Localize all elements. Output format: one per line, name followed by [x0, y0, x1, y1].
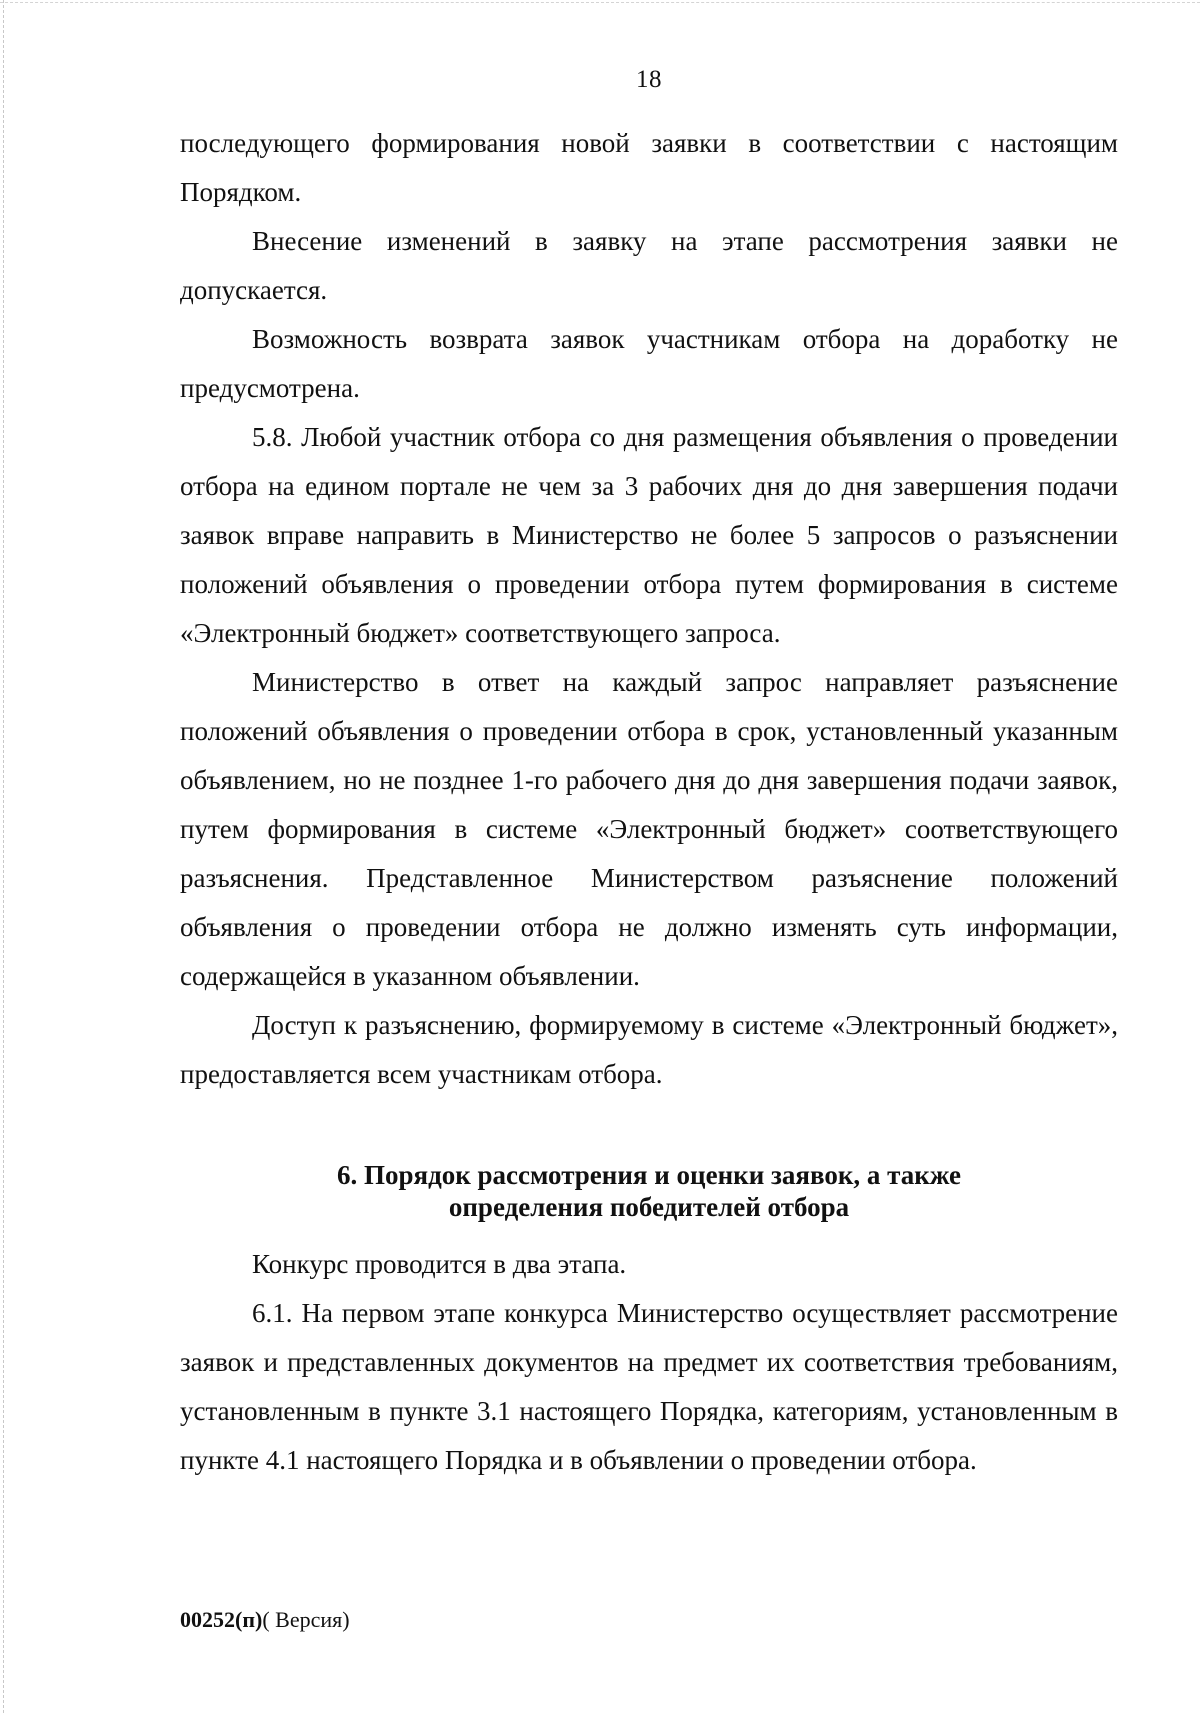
section-6-heading-line2: определения победителей отбора: [448, 1192, 850, 1222]
paragraph-no-changes: Внесение изменений в заявку на этапе рассмотрения заявки не допускается.: [180, 226, 1118, 305]
paragraph-two-stages: Конкурс проводится в два этапа.: [252, 1249, 627, 1279]
scan-left-edge: [3, 0, 4, 1713]
document-body: [180, 119, 1118, 1485]
paragraph-5-8: 5.8. Любой участник отбора со дня размещения объявления о проведении отбора на едином портале не чем за 3 рабочих дня до дня завершения подачи заявок вправе направить в Министерство не более 5 запросов о разъяснении положений объявления о проведении отбора путем формирования в системе «Электронный бюджет» соответствующего запроса.: [180, 422, 1118, 648]
document-code: [180, 1607, 350, 1633]
paragraph-6-1: 6.1. На первом этапе конкурса Министерство осуществляет рассмотрение заявок и представленных документов на предмет их соответствия требованиям, установленным в пункте 3.1 настоящего Порядка, категориям, установленным в пункте 4.1 настоящего Порядка и в объявлении о проведении отбора.: [180, 1298, 1118, 1475]
paragraph-continuation: последующего формирования новой заявки в соответствии с настоящим Порядком.: [180, 128, 1118, 207]
document-code-number: 00252(п): [180, 1607, 263, 1632]
paragraph-access: Доступ к разъяснению, формируемому в системе «Электронный бюджет», предоставляется всем участникам отбора.: [180, 1010, 1118, 1089]
scan-top-edge: [0, 2, 1200, 3]
document-version: ( Версия): [262, 1607, 350, 1632]
paragraph-ministry-response: Министерство в ответ на каждый запрос направляет разъяснение положений объявления о проведении отбора в срок, установленный указанным объявлением, но не позднее 1-го рабочего дня до дня завершения подачи заявок, путем формирования в системе «Электронный бюджет» соответствующего разъяснения. Представленное Министерством разъяснение положений объявления о проведении отбора не должно изменять суть информации, содержащейся в указанном объявлении.: [180, 667, 1118, 991]
section-6-heading-line1: 6. Порядок рассмотрения и оценки заявок, а также: [336, 1160, 962, 1190]
page-number: 18: [636, 66, 662, 93]
section-6-heading: [180, 1159, 1118, 1223]
paragraph-no-return: Возможность возврата заявок участникам отбора на доработку не предусмотрена.: [180, 324, 1118, 403]
